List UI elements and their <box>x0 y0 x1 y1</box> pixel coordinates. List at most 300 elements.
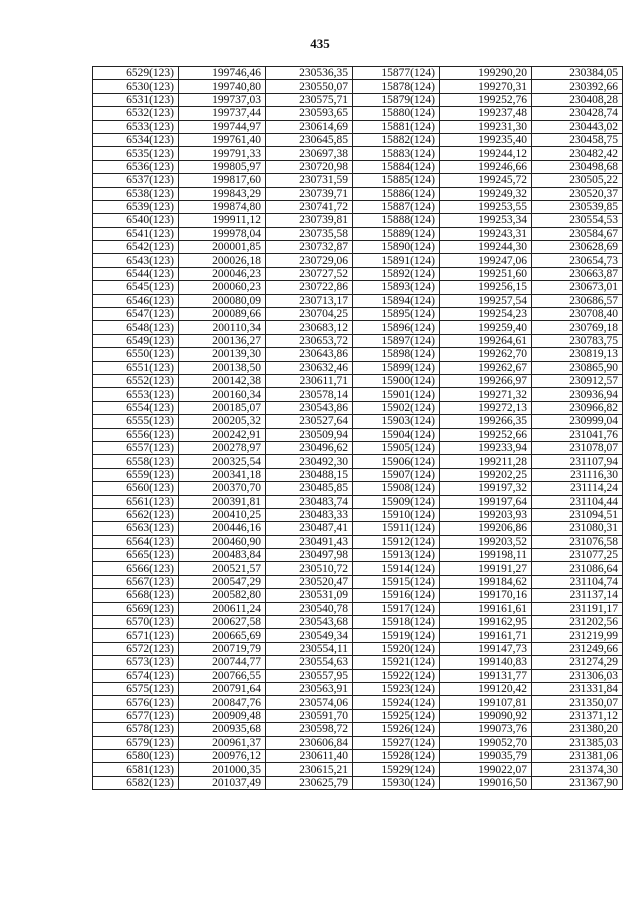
x-coord-left-cell: 200341,18 <box>179 468 266 481</box>
point-id-right-cell: 15897(124) <box>353 334 440 347</box>
y-coord-right-cell: 231219,99 <box>532 629 623 642</box>
point-id-right-cell: 15894(124) <box>353 294 440 307</box>
point-id-right-cell: 15911(124) <box>353 522 440 535</box>
y-coord-left-cell: 230531,09 <box>266 589 353 602</box>
x-coord-right-cell: 199022,07 <box>440 763 532 776</box>
point-id-right-cell: 15885(124) <box>353 174 440 187</box>
point-id-left-cell: 6538(123) <box>93 187 179 200</box>
y-coord-right-cell: 231076,58 <box>532 535 623 548</box>
point-id-left-cell: 6573(123) <box>93 656 179 669</box>
point-id-right-cell: 15884(124) <box>353 160 440 173</box>
x-coord-right-cell: 199252,66 <box>440 428 532 441</box>
point-id-left-cell: 6542(123) <box>93 241 179 254</box>
y-coord-right-cell: 231331,84 <box>532 682 623 695</box>
y-coord-right-cell: 230505,22 <box>532 174 623 187</box>
point-id-left-cell: 6562(123) <box>93 508 179 521</box>
y-coord-right-cell: 231114,24 <box>532 482 623 495</box>
point-id-right-cell: 15878(124) <box>353 80 440 93</box>
x-coord-right-cell: 199016,50 <box>440 776 532 789</box>
x-coord-right-cell: 199244,12 <box>440 147 532 160</box>
point-id-left-cell: 6572(123) <box>93 642 179 655</box>
x-coord-right-cell: 199252,76 <box>440 93 532 106</box>
x-coord-left-cell: 200410,25 <box>179 508 266 521</box>
x-coord-left-cell: 200719,79 <box>179 642 266 655</box>
y-coord-left-cell: 230554,11 <box>266 642 353 655</box>
point-id-left-cell: 6579(123) <box>93 736 179 749</box>
x-coord-right-cell: 199191,27 <box>440 562 532 575</box>
y-coord-right-cell: 230769,18 <box>532 321 623 334</box>
table-row <box>93 723 623 736</box>
table-row <box>93 468 623 481</box>
x-coord-right-cell: 199203,93 <box>440 508 532 521</box>
y-coord-left-cell: 230536,35 <box>266 67 353 80</box>
page-number: 435 <box>310 36 330 51</box>
y-coord-right-cell: 230482,42 <box>532 147 623 160</box>
point-id-right-cell: 15926(124) <box>353 723 440 736</box>
table-row <box>93 428 623 441</box>
point-id-right-cell: 15907(124) <box>353 468 440 481</box>
point-id-left-cell: 6561(123) <box>93 495 179 508</box>
x-coord-left-cell: 200627,58 <box>179 616 266 629</box>
y-coord-right-cell: 231041,76 <box>532 428 623 441</box>
table-row <box>93 120 623 133</box>
y-coord-left-cell: 230550,07 <box>266 80 353 93</box>
x-coord-right-cell: 199256,15 <box>440 281 532 294</box>
point-id-right-cell: 15889(124) <box>353 227 440 240</box>
point-id-left-cell: 6582(123) <box>93 776 179 789</box>
x-coord-right-cell: 199266,35 <box>440 415 532 428</box>
x-coord-left-cell: 200744,77 <box>179 656 266 669</box>
table-row <box>93 776 623 789</box>
point-id-left-cell: 6571(123) <box>93 629 179 642</box>
x-coord-right-cell: 199262,67 <box>440 361 532 374</box>
y-coord-left-cell: 230611,40 <box>266 749 353 762</box>
table-row <box>93 321 623 334</box>
y-coord-right-cell: 231104,74 <box>532 575 623 588</box>
point-id-right-cell: 15906(124) <box>353 455 440 468</box>
table-row <box>93 696 623 709</box>
x-coord-left-cell: 199737,44 <box>179 107 266 120</box>
y-coord-left-cell: 230615,21 <box>266 763 353 776</box>
point-id-right-cell: 15925(124) <box>353 709 440 722</box>
x-coord-left-cell: 200391,81 <box>179 495 266 508</box>
y-coord-left-cell: 230497,98 <box>266 549 353 562</box>
y-coord-left-cell: 230591,70 <box>266 709 353 722</box>
point-id-left-cell: 6581(123) <box>93 763 179 776</box>
table-row <box>93 589 623 602</box>
y-coord-right-cell: 230912,57 <box>532 374 623 387</box>
point-id-left-cell: 6546(123) <box>93 294 179 307</box>
point-id-right-cell: 15916(124) <box>353 589 440 602</box>
table-row <box>93 522 623 535</box>
point-id-left-cell: 6574(123) <box>93 669 179 682</box>
y-coord-right-cell: 230628,69 <box>532 241 623 254</box>
point-id-left-cell: 6547(123) <box>93 308 179 321</box>
y-coord-left-cell: 230598,72 <box>266 723 353 736</box>
point-id-left-cell: 6551(123) <box>93 361 179 374</box>
x-coord-left-cell: 200160,34 <box>179 388 266 401</box>
x-coord-right-cell: 199161,71 <box>440 629 532 642</box>
y-coord-left-cell: 230735,58 <box>266 227 353 240</box>
point-id-left-cell: 6531(123) <box>93 93 179 106</box>
y-coord-right-cell: 230498,68 <box>532 160 623 173</box>
y-coord-right-cell: 230673,01 <box>532 281 623 294</box>
point-id-left-cell: 6554(123) <box>93 401 179 414</box>
point-id-left-cell: 6564(123) <box>93 535 179 548</box>
y-coord-right-cell: 231104,44 <box>532 495 623 508</box>
point-id-left-cell: 6575(123) <box>93 682 179 695</box>
x-coord-left-cell: 199737,03 <box>179 93 266 106</box>
y-coord-left-cell: 230720,98 <box>266 160 353 173</box>
point-id-left-cell: 6566(123) <box>93 562 179 575</box>
table-row <box>93 281 623 294</box>
y-coord-left-cell: 230520,47 <box>266 575 353 588</box>
y-coord-right-cell: 230458,75 <box>532 133 623 146</box>
y-coord-right-cell: 231350,07 <box>532 696 623 709</box>
table-row <box>93 80 623 93</box>
table-row <box>93 669 623 682</box>
x-coord-left-cell: 200325,54 <box>179 455 266 468</box>
table-row <box>93 187 623 200</box>
point-id-right-cell: 15902(124) <box>353 401 440 414</box>
x-coord-left-cell: 200026,18 <box>179 254 266 267</box>
y-coord-right-cell: 231249,66 <box>532 642 623 655</box>
x-coord-right-cell: 199206,86 <box>440 522 532 535</box>
point-id-right-cell: 15913(124) <box>353 549 440 562</box>
point-id-right-cell: 15930(124) <box>353 776 440 789</box>
y-coord-left-cell: 230491,43 <box>266 535 353 548</box>
point-id-left-cell: 6530(123) <box>93 80 179 93</box>
x-coord-right-cell: 199197,32 <box>440 482 532 495</box>
point-id-left-cell: 6533(123) <box>93 120 179 133</box>
y-coord-right-cell: 231116,30 <box>532 468 623 481</box>
y-coord-left-cell: 230614,69 <box>266 120 353 133</box>
x-coord-right-cell: 199233,94 <box>440 441 532 454</box>
x-coord-left-cell: 200460,90 <box>179 535 266 548</box>
point-id-right-cell: 15924(124) <box>353 696 440 709</box>
x-coord-left-cell: 199744,97 <box>179 120 266 133</box>
point-id-right-cell: 15886(124) <box>353 187 440 200</box>
x-coord-left-cell: 200242,91 <box>179 428 266 441</box>
x-coord-right-cell: 199254,23 <box>440 308 532 321</box>
table-row <box>93 415 623 428</box>
point-id-left-cell: 6569(123) <box>93 602 179 615</box>
y-coord-left-cell: 230488,15 <box>266 468 353 481</box>
y-coord-right-cell: 230865,90 <box>532 361 623 374</box>
y-coord-left-cell: 230549,34 <box>266 629 353 642</box>
table-row <box>93 334 623 347</box>
point-id-right-cell: 15914(124) <box>353 562 440 575</box>
y-coord-left-cell: 230540,78 <box>266 602 353 615</box>
x-coord-left-cell: 200185,07 <box>179 401 266 414</box>
y-coord-left-cell: 230487,41 <box>266 522 353 535</box>
point-id-right-cell: 15893(124) <box>353 281 440 294</box>
table-row <box>93 348 623 361</box>
x-coord-left-cell: 201037,49 <box>179 776 266 789</box>
x-coord-left-cell: 199874,80 <box>179 200 266 213</box>
x-coord-left-cell: 200976,12 <box>179 749 266 762</box>
y-coord-left-cell: 230731,59 <box>266 174 353 187</box>
x-coord-left-cell: 200001,85 <box>179 241 266 254</box>
x-coord-right-cell: 199170,16 <box>440 589 532 602</box>
point-id-right-cell: 15895(124) <box>353 308 440 321</box>
y-coord-right-cell: 231380,20 <box>532 723 623 736</box>
x-coord-right-cell: 199290,20 <box>440 67 532 80</box>
table-row <box>93 482 623 495</box>
table-row <box>93 562 623 575</box>
x-coord-right-cell: 199257,54 <box>440 294 532 307</box>
x-coord-left-cell: 200278,97 <box>179 441 266 454</box>
point-id-right-cell: 15928(124) <box>353 749 440 762</box>
table-row <box>93 267 623 280</box>
x-coord-left-cell: 200089,66 <box>179 308 266 321</box>
y-coord-right-cell: 231080,31 <box>532 522 623 535</box>
y-coord-right-cell: 231191,17 <box>532 602 623 615</box>
table-row <box>93 401 623 414</box>
x-coord-left-cell: 200791,64 <box>179 682 266 695</box>
point-id-left-cell: 6565(123) <box>93 549 179 562</box>
point-id-right-cell: 15879(124) <box>353 93 440 106</box>
point-id-right-cell: 15917(124) <box>353 602 440 615</box>
x-coord-left-cell: 199791,33 <box>179 147 266 160</box>
x-coord-right-cell: 199253,55 <box>440 200 532 213</box>
x-coord-left-cell: 199911,12 <box>179 214 266 227</box>
x-coord-left-cell: 200611,24 <box>179 602 266 615</box>
x-coord-right-cell: 199237,48 <box>440 107 532 120</box>
y-coord-left-cell: 230510,72 <box>266 562 353 575</box>
x-coord-left-cell: 200766,55 <box>179 669 266 682</box>
point-id-left-cell: 6548(123) <box>93 321 179 334</box>
y-coord-left-cell: 230625,79 <box>266 776 353 789</box>
point-id-right-cell: 15915(124) <box>353 575 440 588</box>
y-coord-right-cell: 231306,03 <box>532 669 623 682</box>
point-id-left-cell: 6536(123) <box>93 160 179 173</box>
y-coord-left-cell: 230713,17 <box>266 294 353 307</box>
y-coord-left-cell: 230645,85 <box>266 133 353 146</box>
x-coord-right-cell: 199035,79 <box>440 749 532 762</box>
point-id-right-cell: 15901(124) <box>353 388 440 401</box>
table-row <box>93 227 623 240</box>
y-coord-right-cell: 230686,57 <box>532 294 623 307</box>
x-coord-left-cell: 200483,84 <box>179 549 266 562</box>
y-coord-left-cell: 230492,30 <box>266 455 353 468</box>
point-id-right-cell: 15880(124) <box>353 107 440 120</box>
point-id-right-cell: 15920(124) <box>353 642 440 655</box>
x-coord-left-cell: 199761,40 <box>179 133 266 146</box>
table-row <box>93 535 623 548</box>
y-coord-left-cell: 230563,91 <box>266 682 353 695</box>
x-coord-right-cell: 199197,64 <box>440 495 532 508</box>
table-row <box>93 254 623 267</box>
y-coord-right-cell: 231137,14 <box>532 589 623 602</box>
x-coord-right-cell: 199147,73 <box>440 642 532 655</box>
y-coord-right-cell: 231094,51 <box>532 508 623 521</box>
point-id-right-cell: 15910(124) <box>353 508 440 521</box>
table-row <box>93 575 623 588</box>
y-coord-right-cell: 231086,64 <box>532 562 623 575</box>
y-coord-left-cell: 230729,06 <box>266 254 353 267</box>
y-coord-right-cell: 231385,03 <box>532 736 623 749</box>
y-coord-right-cell: 230384,05 <box>532 67 623 80</box>
x-coord-right-cell: 199271,32 <box>440 388 532 401</box>
y-coord-left-cell: 230527,64 <box>266 415 353 428</box>
x-coord-left-cell: 200521,57 <box>179 562 266 575</box>
y-coord-right-cell: 230819,13 <box>532 348 623 361</box>
point-id-left-cell: 6559(123) <box>93 468 179 481</box>
table-row <box>93 214 623 227</box>
point-id-left-cell: 6541(123) <box>93 227 179 240</box>
point-id-left-cell: 6549(123) <box>93 334 179 347</box>
x-coord-right-cell: 199251,60 <box>440 267 532 280</box>
y-coord-right-cell: 230520,37 <box>532 187 623 200</box>
x-coord-left-cell: 199817,60 <box>179 174 266 187</box>
table-row <box>93 160 623 173</box>
x-coord-right-cell: 199235,40 <box>440 133 532 146</box>
y-coord-left-cell: 230575,71 <box>266 93 353 106</box>
table-row <box>93 642 623 655</box>
table-row <box>93 200 623 213</box>
point-id-left-cell: 6543(123) <box>93 254 179 267</box>
point-id-right-cell: 15898(124) <box>353 348 440 361</box>
table-row <box>93 374 623 387</box>
y-coord-left-cell: 230739,81 <box>266 214 353 227</box>
table-row <box>93 93 623 106</box>
point-id-left-cell: 6560(123) <box>93 482 179 495</box>
point-id-left-cell: 6529(123) <box>93 67 179 80</box>
point-id-left-cell: 6535(123) <box>93 147 179 160</box>
point-id-right-cell: 15929(124) <box>353 763 440 776</box>
y-coord-right-cell: 230392,66 <box>532 80 623 93</box>
table-row <box>93 67 623 80</box>
x-coord-right-cell: 199202,25 <box>440 468 532 481</box>
point-id-left-cell: 6570(123) <box>93 616 179 629</box>
y-coord-right-cell: 230663,87 <box>532 267 623 280</box>
table-row <box>93 656 623 669</box>
table-row <box>93 616 623 629</box>
table-row <box>93 455 623 468</box>
x-coord-right-cell: 199247,06 <box>440 254 532 267</box>
y-coord-left-cell: 230722,86 <box>266 281 353 294</box>
point-id-right-cell: 15908(124) <box>353 482 440 495</box>
x-coord-left-cell: 200046,23 <box>179 267 266 280</box>
table-row <box>93 682 623 695</box>
y-coord-left-cell: 230683,12 <box>266 321 353 334</box>
x-coord-right-cell: 199262,70 <box>440 348 532 361</box>
x-coord-right-cell: 199272,13 <box>440 401 532 414</box>
x-coord-left-cell: 199805,97 <box>179 160 266 173</box>
point-id-left-cell: 6568(123) <box>93 589 179 602</box>
table-row <box>93 133 623 146</box>
table-row <box>93 361 623 374</box>
y-coord-right-cell: 231078,07 <box>532 441 623 454</box>
y-coord-right-cell: 231374,30 <box>532 763 623 776</box>
y-coord-left-cell: 230557,95 <box>266 669 353 682</box>
point-id-right-cell: 15918(124) <box>353 616 440 629</box>
point-id-right-cell: 15883(124) <box>353 147 440 160</box>
table-row <box>93 508 623 521</box>
point-id-right-cell: 15899(124) <box>353 361 440 374</box>
point-id-left-cell: 6540(123) <box>93 214 179 227</box>
x-coord-right-cell: 199243,31 <box>440 227 532 240</box>
x-coord-right-cell: 199264,61 <box>440 334 532 347</box>
point-id-right-cell: 15909(124) <box>353 495 440 508</box>
point-id-right-cell: 15888(124) <box>353 214 440 227</box>
point-id-right-cell: 15905(124) <box>353 441 440 454</box>
y-coord-left-cell: 230632,46 <box>266 361 353 374</box>
point-id-left-cell: 6539(123) <box>93 200 179 213</box>
table-row <box>93 736 623 749</box>
y-coord-left-cell: 230509,94 <box>266 428 353 441</box>
y-coord-right-cell: 230999,04 <box>532 415 623 428</box>
table-row <box>93 763 623 776</box>
y-coord-right-cell: 230443,02 <box>532 120 623 133</box>
point-id-left-cell: 6576(123) <box>93 696 179 709</box>
x-coord-left-cell: 200136,27 <box>179 334 266 347</box>
x-coord-right-cell: 199203,52 <box>440 535 532 548</box>
y-coord-left-cell: 230727,52 <box>266 267 353 280</box>
y-coord-right-cell: 231367,90 <box>532 776 623 789</box>
point-id-right-cell: 15896(124) <box>353 321 440 334</box>
point-id-left-cell: 6580(123) <box>93 749 179 762</box>
point-id-right-cell: 15892(124) <box>353 267 440 280</box>
x-coord-left-cell: 200138,50 <box>179 361 266 374</box>
point-id-right-cell: 15912(124) <box>353 535 440 548</box>
x-coord-left-cell: 200847,76 <box>179 696 266 709</box>
x-coord-right-cell: 199249,32 <box>440 187 532 200</box>
point-id-left-cell: 6557(123) <box>93 441 179 454</box>
x-coord-right-cell: 199120,42 <box>440 682 532 695</box>
y-coord-right-cell: 231202,56 <box>532 616 623 629</box>
y-coord-right-cell: 230936,94 <box>532 388 623 401</box>
point-id-left-cell: 6556(123) <box>93 428 179 441</box>
x-coord-left-cell: 200080,09 <box>179 294 266 307</box>
table-row <box>93 749 623 762</box>
point-id-left-cell: 6577(123) <box>93 709 179 722</box>
x-coord-right-cell: 199162,95 <box>440 616 532 629</box>
y-coord-right-cell: 231371,12 <box>532 709 623 722</box>
y-coord-left-cell: 230543,86 <box>266 401 353 414</box>
x-coord-left-cell: 199740,80 <box>179 80 266 93</box>
y-coord-left-cell: 230606,84 <box>266 736 353 749</box>
y-coord-left-cell: 230578,14 <box>266 388 353 401</box>
x-coord-right-cell: 199211,28 <box>440 455 532 468</box>
table-row <box>93 388 623 401</box>
point-id-right-cell: 15891(124) <box>353 254 440 267</box>
x-coord-right-cell: 199253,34 <box>440 214 532 227</box>
y-coord-left-cell: 230593,65 <box>266 107 353 120</box>
x-coord-right-cell: 199161,61 <box>440 602 532 615</box>
x-coord-left-cell: 200909,48 <box>179 709 266 722</box>
y-coord-left-cell: 230543,68 <box>266 616 353 629</box>
point-id-left-cell: 6537(123) <box>93 174 179 187</box>
point-id-right-cell: 15904(124) <box>353 428 440 441</box>
point-id-right-cell: 15887(124) <box>353 200 440 213</box>
x-coord-left-cell: 199843,29 <box>179 187 266 200</box>
x-coord-right-cell: 199090,92 <box>440 709 532 722</box>
y-coord-right-cell: 230539,85 <box>532 200 623 213</box>
x-coord-right-cell: 199107,81 <box>440 696 532 709</box>
point-id-right-cell: 15881(124) <box>353 120 440 133</box>
coordinates-table-body <box>93 67 623 790</box>
x-coord-left-cell: 200370,70 <box>179 482 266 495</box>
x-coord-left-cell: 200665,69 <box>179 629 266 642</box>
x-coord-left-cell: 200961,37 <box>179 736 266 749</box>
x-coord-right-cell: 199131,77 <box>440 669 532 682</box>
y-coord-left-cell: 230732,87 <box>266 241 353 254</box>
y-coord-left-cell: 230643,86 <box>266 348 353 361</box>
x-coord-right-cell: 199073,76 <box>440 723 532 736</box>
point-id-left-cell: 6552(123) <box>93 374 179 387</box>
